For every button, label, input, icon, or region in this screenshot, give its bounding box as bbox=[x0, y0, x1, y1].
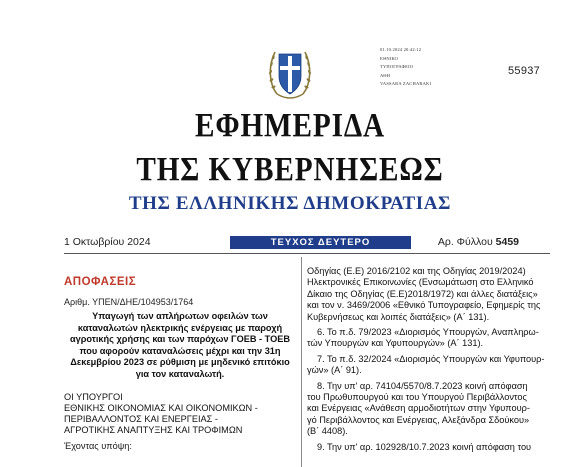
left-column bbox=[64, 276, 296, 451]
text-line: Οδηγίας (Ε.Ε) 2016/2102 και της Οδηγίας 2019/2024) bbox=[307, 266, 526, 276]
text-line: Κυβερνήσεως και λοιπές διατάξεις» (Α΄ 131). bbox=[307, 311, 490, 322]
ministers-line: ΑΓΡΟΤΙΚΗΣ ΑΝΑΠΤΥΞΗΣ ΚΑΙ ΤΡΟΦΙΜΩΝ bbox=[64, 425, 243, 435]
sheet-number-value: 5459 bbox=[495, 236, 519, 248]
text-line: και Ενέργειας «Ανάθεση αρμοδιοτήτων στην Υφυπουρ- bbox=[307, 403, 530, 414]
greek-coat-of-arms-icon bbox=[265, 36, 315, 104]
right-column bbox=[307, 266, 550, 457]
decision-summary: Υπαγωγή των απλήρωτων οφειλών των καταναλωτών ηλεκτρικής ενέργειας με παροχή αγροτικής χρήσης και των παρόχων ΓΟΕΒ - ΤΟΕΒ που αφορούν καταναλώσεις μέχρι και την 31η Δεκεμβρίου 2023 σε ρύθμιση με μηδενικό επιτόκιο για τον καταναλωτή. bbox=[69, 311, 291, 379]
signature-line: ΑΘΗ bbox=[380, 72, 391, 78]
text-line: γών» (Α΄ 91). bbox=[307, 365, 362, 376]
issue-series-badge: ΤΕΥΧΟΣ ΔΕΥΤΕΡΟ bbox=[230, 236, 411, 249]
masthead-title bbox=[41, 108, 540, 188]
ministers-line: ΕΘΝΙΚΗΣ ΟΙΚΟΝΟΜΙΑΣ ΚΑΙ ΟΙΚΟΝΟΜΙΚΩΝ - bbox=[64, 403, 258, 413]
text-line: γό Περιβάλλοντος και Ενέργειας, Αλεξάνδρα Σδούκου» bbox=[307, 414, 530, 425]
text-line: Δίκαιο της Οδηγίας (Ε.Ε)2018/1972) και άλλες διατάξεις» bbox=[307, 288, 538, 299]
paragraph bbox=[307, 381, 550, 438]
signature-line: ΤΥΠΟΓΡΑΦΕΙΟ bbox=[380, 64, 414, 69]
text-line: του Πρωθυπουργού και του Υπουργού Περιβάλλοντος bbox=[307, 392, 527, 403]
text-line: και τον ν. 3469/2006 «Εθνικό Τυπογραφείο, Εφημερίς της bbox=[307, 300, 541, 311]
text-line: τών Υπουργών και Υφυπουργών» (Α΄ 131). bbox=[307, 338, 484, 349]
paragraph bbox=[307, 266, 550, 323]
ministers-line: ΟΙ ΥΠΟΥΡΓΟΙ bbox=[64, 392, 123, 402]
text-line: (Β΄ 4408). bbox=[307, 426, 348, 437]
header-divider bbox=[64, 253, 550, 254]
masthead-title-line: ΤΗΣ ΚΥΒΕΡΝΗΣΕΩΣ bbox=[136, 151, 444, 188]
text-line: Ηλεκτρονικές Επικοινωνίες (Ενσωμάτωση στο Ελληνικό bbox=[307, 277, 534, 288]
masthead-subtitle: ΤΗΣ ΕΛΛΗΝΙΚΗΣ ΔΗΜΟΚΡΑΤΙΑΣ bbox=[128, 193, 452, 214]
issue-info-bar bbox=[64, 236, 519, 250]
signature-timestamp: 01.10.2024 20:42:12 bbox=[380, 47, 422, 52]
sheet-label: Αρ. Φύλλου bbox=[437, 236, 496, 248]
section-heading: ΑΠΟΦΑΣΕΙΣ bbox=[64, 276, 137, 288]
text-line: 7. Το π.δ. 32/2024 «Διορισμός Υπουργών και Υφυπουρ- bbox=[317, 353, 545, 364]
digital-signature-stamp bbox=[380, 46, 500, 89]
issuing-ministers bbox=[64, 392, 296, 436]
paragraph bbox=[307, 442, 550, 453]
masthead-title-line: ΕΦΗΜΕΡΙΔΑ bbox=[194, 107, 386, 144]
paragraph bbox=[307, 354, 550, 377]
ministers-line: ΠΕΡΙΒΑΛΛΟΝΤΟΣ ΚΑΙ ΕΝΕΡΓΕΙΑΣ - bbox=[64, 414, 218, 424]
document-number: 55937 bbox=[508, 65, 541, 77]
paragraph bbox=[307, 327, 550, 350]
considering-label: Έχοντας υπόψη: bbox=[64, 441, 132, 451]
signature-line: ΕΘΝΙΚΟ bbox=[380, 55, 399, 61]
text-line: 9. Την υπ' αρ. 102928/10.7.2023 κοινή απόφαση του bbox=[317, 441, 532, 452]
decision-reference: Αριθμ. ΥΠΕΝ/ΔΗΕ/104953/1764 bbox=[64, 297, 194, 307]
sheet-number bbox=[438, 236, 519, 248]
signature-signer: VASSARA ZACHARAKI bbox=[380, 81, 432, 86]
issue-date: 1 Οκτωβρίου 2024 bbox=[64, 236, 151, 248]
text-line: 6. Το π.δ. 79/2023 «Διορισμός Υπουργών, Αναπληρω- bbox=[317, 327, 539, 338]
text-line: 8. Την υπ' αρ. 74104/5570/8.7.2023 κοινή απόφαση bbox=[317, 380, 528, 391]
column-divider bbox=[301, 257, 302, 467]
